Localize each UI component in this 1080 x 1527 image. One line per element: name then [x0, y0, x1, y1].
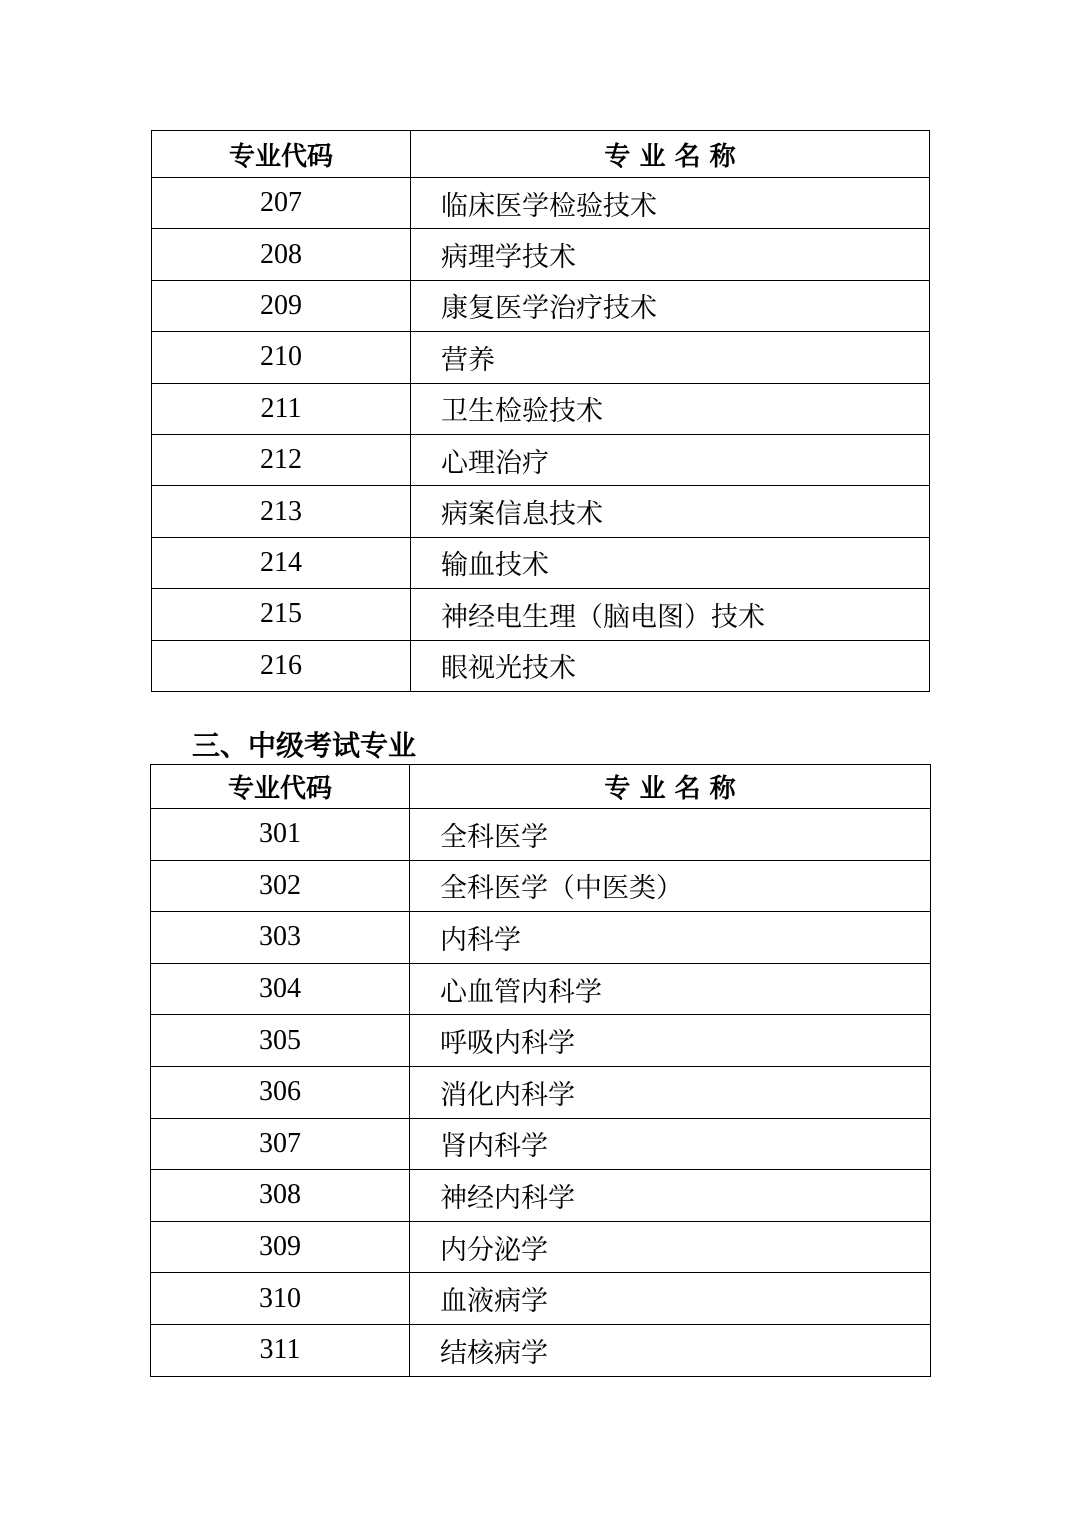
header-name: 专 业 名 称 — [411, 131, 930, 178]
specialty-name-cell: 眼视光技术 — [411, 640, 930, 691]
specialty-code-cell: 308 — [151, 1170, 410, 1222]
specialty-name-cell: 神经内科学 — [410, 1170, 931, 1222]
specialty-code-cell: 212 — [152, 434, 411, 485]
specialty-name-cell: 康复医学治疗技术 — [411, 280, 930, 331]
specialty-name-cell: 临床医学检验技术 — [411, 178, 930, 229]
specialty-code-cell: 311 — [151, 1324, 410, 1376]
table-body — [151, 809, 931, 1377]
specialty-code-cell: 309 — [151, 1221, 410, 1273]
specialty-name-cell: 输血技术 — [411, 537, 930, 588]
table-row — [151, 1015, 931, 1067]
table-header-row — [151, 765, 931, 809]
specialty-name-cell: 结核病学 — [410, 1324, 931, 1376]
specialty-name-cell: 呼吸内科学 — [410, 1015, 931, 1067]
specialty-code-cell: 306 — [151, 1066, 410, 1118]
specialty-name-cell: 肾内科学 — [410, 1118, 931, 1170]
specialty-code-cell: 209 — [152, 280, 411, 331]
specialty-code-cell: 207 — [152, 178, 411, 229]
table-row — [151, 809, 931, 861]
specialty-name-cell: 营养 — [411, 332, 930, 383]
table-row — [151, 963, 931, 1015]
specialty-code-cell: 213 — [152, 486, 411, 537]
specialty-code-cell: 214 — [152, 537, 411, 588]
table-row — [152, 640, 930, 691]
table-row — [152, 229, 930, 280]
specialty-name-cell: 病案信息技术 — [411, 486, 930, 537]
specialty-name-cell: 消化内科学 — [410, 1066, 931, 1118]
table-row — [152, 486, 930, 537]
header-code: 专业代码 — [152, 131, 411, 178]
header-code: 专业代码 — [151, 765, 410, 809]
specialty-code-cell: 208 — [152, 229, 411, 280]
section-heading-intermediate: 三、中级考试专业 — [192, 729, 417, 762]
table-body — [152, 178, 930, 692]
table-row — [151, 1170, 931, 1222]
specialty-name-cell: 卫生检验技术 — [411, 383, 930, 434]
specialty-name-cell: 心理治疗 — [411, 434, 930, 485]
table-row — [151, 860, 931, 912]
table-row — [151, 1221, 931, 1273]
table-row — [152, 589, 930, 640]
table-header-row — [152, 131, 930, 178]
specialty-code-cell: 307 — [151, 1118, 410, 1170]
table-row — [152, 434, 930, 485]
table-row — [152, 537, 930, 588]
table-row — [151, 1118, 931, 1170]
specialty-name-cell: 血液病学 — [410, 1273, 931, 1325]
specialty-code-cell: 301 — [151, 809, 410, 861]
header-name: 专 业 名 称 — [410, 765, 931, 809]
specialty-code-cell: 215 — [152, 589, 411, 640]
specialty-name-cell: 内分泌学 — [410, 1221, 931, 1273]
table-row — [151, 1324, 931, 1376]
specialty-code-cell: 310 — [151, 1273, 410, 1325]
specialty-table-intermediate — [150, 764, 931, 1377]
table-row — [151, 1066, 931, 1118]
specialty-name-cell: 内科学 — [410, 912, 931, 964]
specialty-code-cell: 210 — [152, 332, 411, 383]
table-row — [152, 178, 930, 229]
table-row — [151, 1273, 931, 1325]
table-row — [152, 383, 930, 434]
table-row — [152, 280, 930, 331]
specialty-code-cell: 302 — [151, 860, 410, 912]
specialty-code-cell: 216 — [152, 640, 411, 691]
specialty-name-cell: 全科医学 — [410, 809, 931, 861]
specialty-code-cell: 211 — [152, 383, 411, 434]
specialty-code-cell: 304 — [151, 963, 410, 1015]
specialty-name-cell: 神经电生理（脑电图）技术 — [411, 589, 930, 640]
specialty-table-primary — [151, 130, 930, 692]
specialty-code-cell: 305 — [151, 1015, 410, 1067]
specialty-name-cell: 病理学技术 — [411, 229, 930, 280]
table-row — [152, 332, 930, 383]
specialty-name-cell: 全科医学（中医类） — [410, 860, 931, 912]
table-row — [151, 912, 931, 964]
specialty-code-cell: 303 — [151, 912, 410, 964]
specialty-name-cell: 心血管内科学 — [410, 963, 931, 1015]
